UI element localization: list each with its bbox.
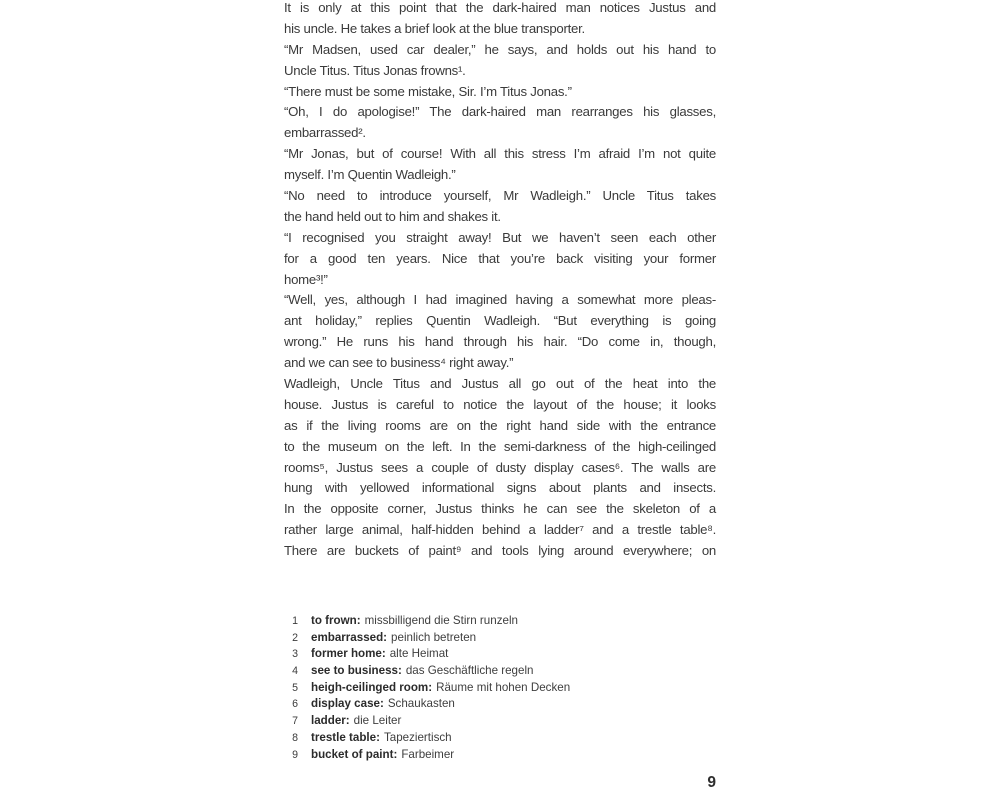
text-line: embarrassed². <box>284 125 366 141</box>
footnote-number: 8 <box>292 731 298 744</box>
footnote-term: bucket of paint: <box>311 747 398 761</box>
footnote-item <box>284 646 754 663</box>
footnote-number: 1 <box>292 615 298 627</box>
text-line: Wadleigh, Uncle Titus and Justus all go out of the heat into the <box>284 376 716 392</box>
text-line: Uncle Titus. Titus Jonas frowns¹. <box>284 62 466 78</box>
footnote-term: ladder: <box>311 714 350 728</box>
text-line: rooms⁵, Justus sees a couple of dusty display cases⁶. The walls are <box>284 459 716 475</box>
footnote-item <box>284 663 754 680</box>
footnote-item <box>284 680 754 697</box>
text-line: house. Justus is careful to notice the layout of the house; it looks <box>284 396 716 412</box>
footnote-number: 7 <box>292 715 298 728</box>
text-line: In the opposite corner, Justus thinks he can see the skeleton of a <box>284 501 716 517</box>
footnote-definition: Farbeimer <box>401 747 455 761</box>
footnote-definition: missbilligend die Stirn runzeln <box>364 614 518 627</box>
footnote-term: see to business: <box>311 664 402 678</box>
footnote-term: trestle table: <box>311 730 380 744</box>
text-line: and we can see to business⁴ right away.” <box>284 355 514 371</box>
footnote-number: 5 <box>292 681 298 694</box>
footnote-item <box>284 613 754 630</box>
footnote-item <box>284 730 754 747</box>
footnote-definition: Tapeziertisch <box>383 730 452 744</box>
text-line: “Mr Madsen, used car dealer,” he says, and holds out his hand to <box>284 41 716 57</box>
text-line: “Mr Jonas, but of course! With all this stress I’m afraid I’m not quite <box>284 146 716 162</box>
text-line: “There must be some mistake, Sir. I’m Titus Jonas.” <box>284 83 572 99</box>
text-line: to the museum on the left. In the semi-darkness of the high-ceilinged <box>284 438 716 454</box>
footnote-definition: alte Heimat <box>389 647 449 661</box>
footnote-item <box>284 696 754 713</box>
text-line: “I recognised you straight away! But we haven’t seen each other <box>284 229 716 245</box>
footnote-item <box>284 747 754 764</box>
text-line: for a good ten years. Nice that you’re back visiting your former <box>284 250 716 266</box>
footnote-term: to frown: <box>311 614 361 627</box>
story-text-block <box>284 0 716 562</box>
text-line: “No need to introduce yourself, Mr Wadleigh.” Uncle Titus takes <box>284 188 716 204</box>
text-line: ant holiday,” replies Quentin Wadleigh. “But everything is going <box>284 313 716 329</box>
footnote-item <box>284 630 754 647</box>
footnote-number: 6 <box>292 698 298 711</box>
footnote-term: former home: <box>311 647 386 661</box>
footnote-definition: die Leiter <box>353 714 402 728</box>
footnote-number: 2 <box>292 631 298 644</box>
footnote-definition: peinlich betreten <box>391 630 477 644</box>
footnote-term: embarrassed: <box>311 630 388 644</box>
text-line: home³!” <box>284 271 328 287</box>
footnote-term: heigh-ceilinged room: <box>311 680 433 694</box>
text-line: the hand held out to him and shakes it. <box>284 208 501 224</box>
text-line: as if the living rooms are on the right hand side with the entrance <box>284 417 716 433</box>
text-line: hung with yellowed informational signs about plants and insects. <box>284 480 716 496</box>
text-line: rather large animal, half-hidden behind a ladder⁷ and a trestle table⁸. <box>284 522 716 538</box>
footnotes-block <box>284 613 754 763</box>
footnote-item <box>284 713 754 730</box>
text-line: “Well, yes, although I had imagined having a somewhat more pleas- <box>284 292 716 308</box>
text-line: wrong.” He runs his hand through his hair. “Do come in, though, <box>284 334 716 350</box>
footnote-number: 3 <box>292 648 298 661</box>
footnote-definition: das Geschäftliche regeln <box>405 664 534 678</box>
text-line: his uncle. He takes a brief look at the blue transporter. <box>284 20 585 36</box>
text-line: myself. I’m Quentin Wadleigh.” <box>284 167 456 183</box>
text-line: It is only at this point that the dark-haired man notices Justus and <box>284 0 716 15</box>
page-number: 9 <box>707 774 716 791</box>
footnote-definition: Schaukasten <box>387 697 455 711</box>
footnote-term: display case: <box>311 697 384 711</box>
footnote-number: 9 <box>292 748 298 761</box>
text-line: “Oh, I do apologise!” The dark-haired man rearranges his glasses, <box>284 104 716 120</box>
footnote-definition: Räume mit hohen Decken <box>436 680 571 694</box>
text-line: There are buckets of paint⁹ and tools lying around everywhere; on <box>284 543 716 559</box>
footnote-number: 4 <box>292 665 298 678</box>
